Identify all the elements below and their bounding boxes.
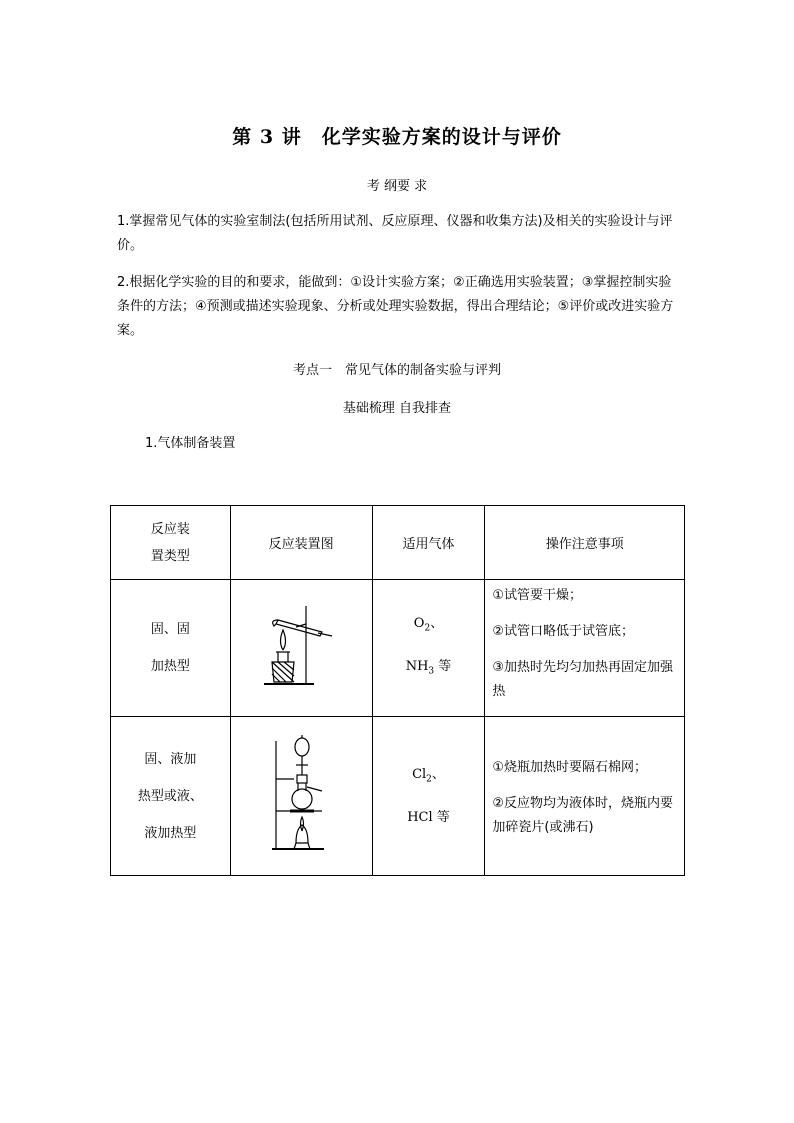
syllabus-heading: 考 纲要 求 <box>366 179 428 194</box>
table-row <box>111 580 685 717</box>
header-notes: 操作注意事项 <box>485 506 685 580</box>
row1-type: 固、固 加热型 <box>111 580 231 717</box>
row2-notes: ①烧瓶加热时要隔石棉网； ②反应物均为液体时，烧瓶内要加碎瓷片(或沸石) <box>485 717 685 876</box>
header-diagram: 反应装置图 <box>230 506 372 580</box>
requirement-1: 1.掌握常见气体的实验室制法(包括所用试剂、反应原理、仪器和收集方法)及相关的实验设计与评价。 <box>117 214 673 253</box>
row2-gas: $Cl_2$、 HCl 等 <box>372 717 485 876</box>
table-header-row <box>111 506 685 580</box>
row1-notes: ①试管要干燥； ②试管口略低于试管底； ③加热时先均匀加热再固定加强热 <box>485 580 685 717</box>
solid-heating-apparatus-icon <box>256 598 346 698</box>
requirement-2: 2.根据化学实验的目的和要求，能做到：①设计实验方案；②正确选用实验装置；③掌握控制实验条件的方法；④预测或描述实验现象、分析或处理实验数据，得出合理结论；⑤评价或改进实验方案。 <box>117 275 674 338</box>
table-row <box>111 717 685 876</box>
header-type: 反应装 置类型 <box>111 506 231 580</box>
row2-diagram <box>230 717 372 876</box>
row2-type: 固、液加 热型或液、 液加热型 <box>111 717 231 876</box>
basic-title: 基础梳理 自我排查 <box>342 401 452 416</box>
point-title: 考点一 常见气体的制备实验与评判 <box>292 363 501 378</box>
header-gas: 适用气体 <box>372 506 485 580</box>
liquid-heating-apparatus-icon <box>266 731 336 861</box>
section-title: 1.气体制备装置 <box>145 436 236 451</box>
gas-apparatus-table <box>110 505 685 876</box>
row1-gas: $O_2$、 $NH_3$ 等 <box>372 580 485 717</box>
page-title: 第 3 讲 化学实验方案的设计与评价 <box>232 126 562 148</box>
row1-diagram <box>230 580 372 717</box>
